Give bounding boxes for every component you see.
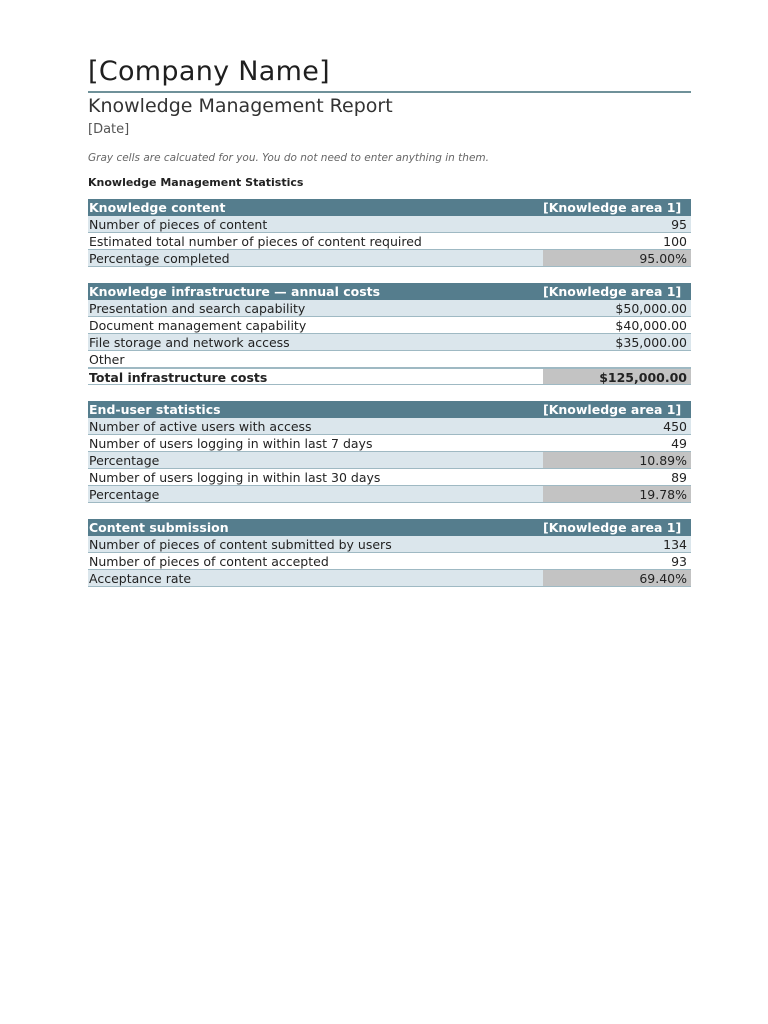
infrastructure-costs-table (88, 283, 691, 385)
table-row (88, 469, 691, 486)
column-header: [Knowledge area 1] (543, 284, 682, 299)
column-header: [Knowledge area 1] (543, 520, 682, 535)
row-label: Percentage (89, 453, 160, 468)
table-title: Content submission (89, 520, 229, 535)
table-row (88, 486, 691, 503)
row-label: Number of active users with access (89, 419, 312, 434)
knowledge-content-table (88, 199, 691, 267)
report-title: Knowledge Management Report (88, 95, 393, 117)
row-label: File storage and network access (89, 335, 290, 350)
column-header: [Knowledge area 1] (543, 200, 682, 215)
table-row (88, 233, 691, 250)
table-row (88, 570, 691, 587)
value-cell[interactable]: 93 (671, 554, 687, 569)
column-header: [Knowledge area 1] (543, 402, 682, 417)
table-row (88, 553, 691, 570)
report-date: [Date] (88, 122, 130, 137)
value-cell[interactable]: 49 (671, 436, 687, 451)
table-header-row (88, 401, 691, 418)
table-row (88, 452, 691, 469)
content-submission-table (88, 519, 691, 587)
calculated-cell: 19.78% (543, 486, 691, 502)
row-label: Other (89, 352, 125, 367)
gray-cells-note: Gray cells are calcuated for you. You do not need to enter anything in them. (88, 152, 489, 164)
row-label: Number of pieces of content accepted (89, 554, 329, 569)
table-header-row (88, 199, 691, 216)
table-row (88, 435, 691, 452)
end-user-statistics-table (88, 401, 691, 503)
value-cell[interactable]: 100 (663, 234, 687, 249)
table-title: Knowledge content (89, 200, 226, 215)
table-row (88, 536, 691, 553)
value-cell[interactable]: $50,000.00 (615, 301, 687, 316)
title-rule (88, 91, 691, 93)
row-label: Number of users logging in within last 30 days (89, 470, 381, 485)
statistics-heading: Knowledge Management Statistics (88, 176, 304, 189)
table-row (88, 334, 691, 351)
row-label: Number of pieces of content (89, 217, 268, 232)
value-cell[interactable]: 450 (663, 419, 687, 434)
table-title: End-user statistics (89, 402, 221, 417)
report-page (88, 0, 691, 587)
value-cell[interactable]: $40,000.00 (615, 318, 687, 333)
row-label: Presentation and search capability (89, 301, 306, 316)
table-row (88, 300, 691, 317)
row-label: Estimated total number of pieces of content required (89, 234, 422, 249)
table-header-row (88, 519, 691, 536)
table-title: Knowledge infrastructure — annual costs (89, 284, 381, 299)
company-name: [Company Name] (88, 56, 330, 87)
calculated-cell: $125,000.00 (543, 369, 691, 384)
row-label: Document management capability (89, 318, 307, 333)
value-cell[interactable] (543, 351, 691, 367)
row-label: Acceptance rate (89, 571, 192, 586)
value-cell[interactable]: 95 (671, 217, 687, 232)
value-cell[interactable]: 89 (671, 470, 687, 485)
value-cell[interactable]: $35,000.00 (615, 335, 687, 350)
row-label: Number of pieces of content submitted by users (89, 537, 392, 552)
table-row (88, 250, 691, 267)
calculated-cell: 69.40% (543, 570, 691, 586)
row-label: Percentage completed (89, 251, 230, 266)
table-row (88, 418, 691, 435)
value-cell[interactable]: 134 (663, 537, 687, 552)
calculated-cell: 95.00% (543, 250, 691, 266)
row-label: Percentage (89, 487, 160, 502)
row-label: Number of users logging in within last 7 days (89, 436, 373, 451)
table-row (88, 317, 691, 334)
calculated-cell: 10.89% (543, 452, 691, 468)
table-header-row (88, 283, 691, 300)
row-label: Total infrastructure costs (89, 370, 268, 384)
table-row (88, 216, 691, 233)
total-row (88, 368, 691, 385)
table-row (88, 351, 691, 368)
